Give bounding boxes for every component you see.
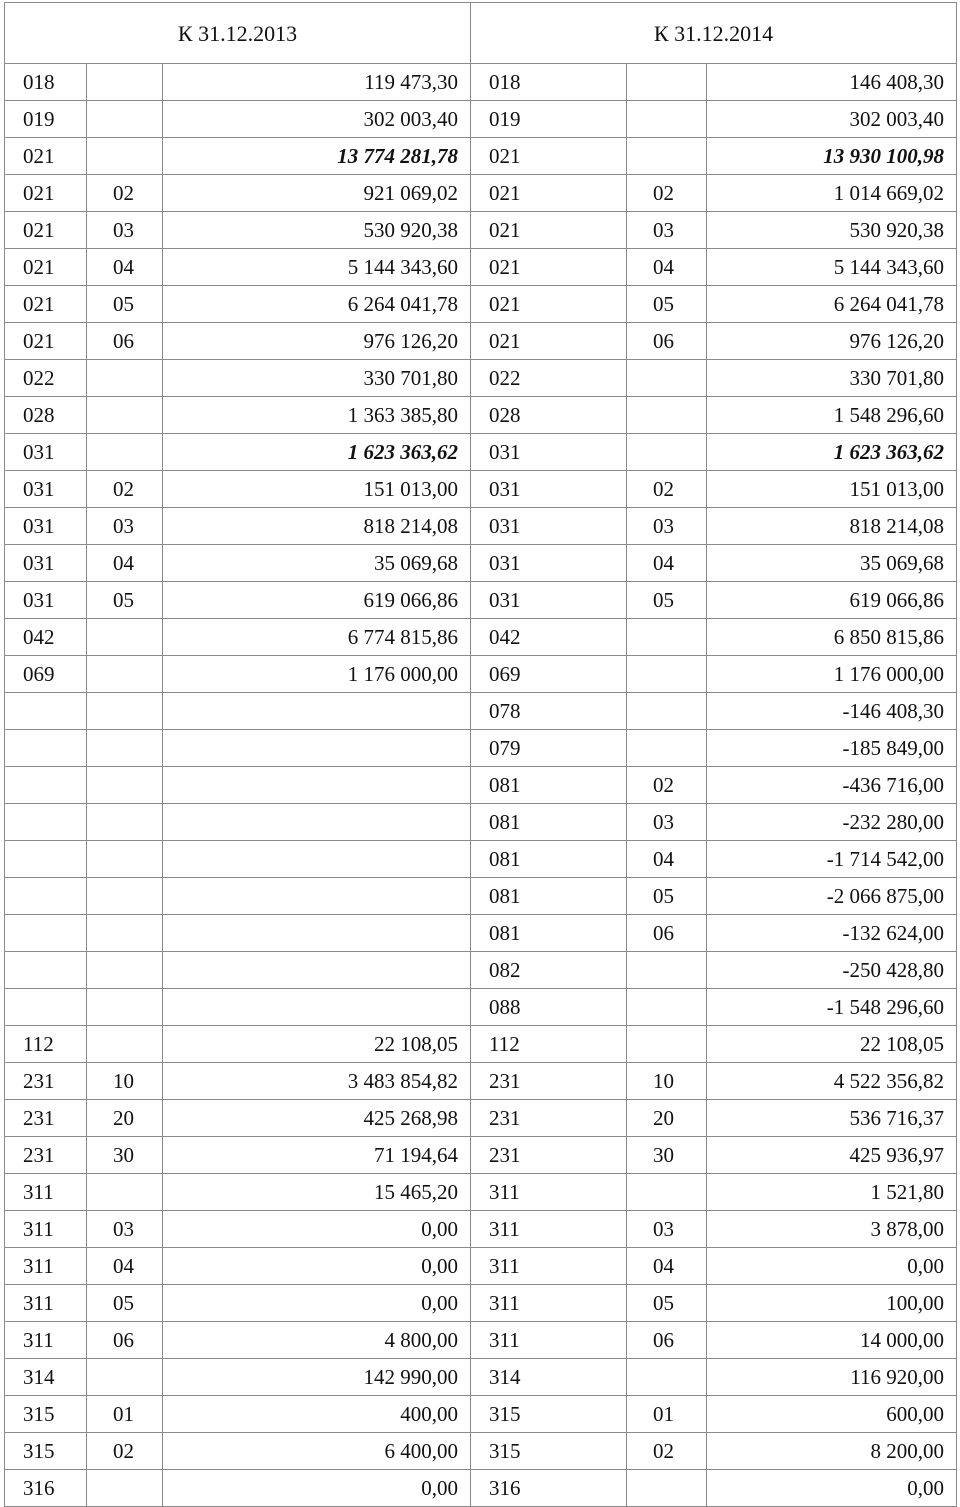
subaccount-2013: 02: [87, 175, 163, 212]
subaccount-2013: 01: [87, 1396, 163, 1433]
amount-2013: 400,00: [163, 1396, 471, 1433]
subaccount-2013: 04: [87, 545, 163, 582]
amount-2014: 0,00: [707, 1470, 957, 1507]
table-row: [5, 619, 957, 656]
account-code-2014: 069: [471, 656, 627, 693]
amount-2013: [163, 804, 471, 841]
amount-2014: 1 548 296,60: [707, 397, 957, 434]
subaccount-2014: 02: [627, 471, 707, 508]
amount-2014: 1 176 000,00: [707, 656, 957, 693]
account-code-2014: 316: [471, 1470, 627, 1507]
subaccount-2013: 03: [87, 508, 163, 545]
table-row: [5, 1396, 957, 1433]
header-2014: К 31.12.2014: [471, 3, 957, 64]
account-code-2013: 031: [5, 471, 87, 508]
account-code-2013: 031: [5, 545, 87, 582]
amount-2013: 6 774 815,86: [163, 619, 471, 656]
subaccount-2013: [87, 730, 163, 767]
table-row: [5, 841, 957, 878]
table-row: [5, 212, 957, 249]
subaccount-2013: [87, 952, 163, 989]
amount-2014: -232 280,00: [707, 804, 957, 841]
amount-2013: [163, 841, 471, 878]
table-row: [5, 64, 957, 101]
amount-2014: 100,00: [707, 1285, 957, 1322]
header-2013: К 31.12.2013: [5, 3, 471, 64]
accounts-table-body: [5, 3, 957, 1507]
subaccount-2013: 05: [87, 582, 163, 619]
amount-2014: 1 521,80: [707, 1174, 957, 1211]
subaccount-2014: 05: [627, 582, 707, 619]
account-code-2014: 079: [471, 730, 627, 767]
table-row: [5, 693, 957, 730]
amount-2013: 0,00: [163, 1211, 471, 1248]
table-row: [5, 915, 957, 952]
account-code-2014: 315: [471, 1433, 627, 1470]
amount-2014: 14 000,00: [707, 1322, 957, 1359]
subaccount-2013: [87, 138, 163, 175]
account-code-2014: 022: [471, 360, 627, 397]
subaccount-2013: 02: [87, 471, 163, 508]
account-code-2013: 231: [5, 1063, 87, 1100]
subaccount-2014: [627, 138, 707, 175]
account-code-2013: 314: [5, 1359, 87, 1396]
account-code-2013: 316: [5, 1470, 87, 1507]
table-row: [5, 1063, 957, 1100]
account-code-2013: 231: [5, 1100, 87, 1137]
subaccount-2014: 05: [627, 878, 707, 915]
subaccount-2013: 05: [87, 286, 163, 323]
account-code-2014: 315: [471, 1396, 627, 1433]
subaccount-2014: 03: [627, 508, 707, 545]
subaccount-2013: 06: [87, 1322, 163, 1359]
account-code-2013: [5, 730, 87, 767]
account-code-2013: 069: [5, 656, 87, 693]
account-code-2013: 112: [5, 1026, 87, 1063]
amount-2013: [163, 693, 471, 730]
amount-2013: 35 069,68: [163, 545, 471, 582]
table-row: [5, 471, 957, 508]
amount-2013: [163, 730, 471, 767]
account-code-2013: 021: [5, 323, 87, 360]
subaccount-2014: 06: [627, 1322, 707, 1359]
amount-2014: 1 014 669,02: [707, 175, 957, 212]
account-code-2013: 311: [5, 1211, 87, 1248]
account-code-2014: 311: [471, 1285, 627, 1322]
table-row: [5, 175, 957, 212]
amount-2013: [163, 878, 471, 915]
table-row: [5, 323, 957, 360]
amount-2013: 71 194,64: [163, 1137, 471, 1174]
subaccount-2014: [627, 397, 707, 434]
amount-2014: 151 013,00: [707, 471, 957, 508]
amount-2014: 3 878,00: [707, 1211, 957, 1248]
account-code-2014: 021: [471, 138, 627, 175]
account-code-2014: 021: [471, 323, 627, 360]
account-code-2014: 081: [471, 878, 627, 915]
account-code-2014: 021: [471, 249, 627, 286]
subaccount-2014: [627, 1026, 707, 1063]
subaccount-2013: [87, 434, 163, 471]
amount-2013: 6 400,00: [163, 1433, 471, 1470]
amount-2014: 330 701,80: [707, 360, 957, 397]
subaccount-2013: 04: [87, 1248, 163, 1285]
subaccount-2013: [87, 656, 163, 693]
account-code-2014: 311: [471, 1211, 627, 1248]
account-code-2014: 021: [471, 286, 627, 323]
subaccount-2014: 02: [627, 175, 707, 212]
amount-2014: -132 624,00: [707, 915, 957, 952]
account-code-2014: 231: [471, 1100, 627, 1137]
amount-2014: 302 003,40: [707, 101, 957, 138]
subaccount-2013: [87, 804, 163, 841]
account-code-2014: 018: [471, 64, 627, 101]
account-code-2014: 031: [471, 471, 627, 508]
account-code-2013: 021: [5, 175, 87, 212]
account-code-2013: 315: [5, 1396, 87, 1433]
account-code-2013: 019: [5, 101, 87, 138]
subaccount-2014: 04: [627, 249, 707, 286]
amount-2013: 0,00: [163, 1248, 471, 1285]
amount-2014: 530 920,38: [707, 212, 957, 249]
amount-2013: 15 465,20: [163, 1174, 471, 1211]
table-row: [5, 1248, 957, 1285]
account-code-2014: 042: [471, 619, 627, 656]
amount-2014: -1 714 542,00: [707, 841, 957, 878]
amount-2013: 1 176 000,00: [163, 656, 471, 693]
amount-2013: 142 990,00: [163, 1359, 471, 1396]
subaccount-2013: [87, 915, 163, 952]
amount-2013: 13 774 281,78: [163, 138, 471, 175]
account-code-2014: 112: [471, 1026, 627, 1063]
subaccount-2013: [87, 878, 163, 915]
table-row: [5, 730, 957, 767]
table-row: [5, 101, 957, 138]
amount-2013: [163, 952, 471, 989]
account-code-2014: 311: [471, 1248, 627, 1285]
subaccount-2014: 03: [627, 804, 707, 841]
account-code-2014: 021: [471, 212, 627, 249]
table-row: [5, 767, 957, 804]
account-code-2014: 082: [471, 952, 627, 989]
amount-2013: 119 473,30: [163, 64, 471, 101]
table-row: [5, 952, 957, 989]
account-code-2013: 021: [5, 249, 87, 286]
account-code-2013: 311: [5, 1174, 87, 1211]
account-code-2013: 031: [5, 582, 87, 619]
amount-2014: -185 849,00: [707, 730, 957, 767]
subaccount-2014: 04: [627, 1248, 707, 1285]
account-code-2013: 021: [5, 212, 87, 249]
account-code-2013: [5, 693, 87, 730]
amount-2014: 8 200,00: [707, 1433, 957, 1470]
subaccount-2013: 10: [87, 1063, 163, 1100]
subaccount-2013: [87, 1470, 163, 1507]
account-code-2013: 315: [5, 1433, 87, 1470]
subaccount-2014: [627, 101, 707, 138]
table-row: [5, 434, 957, 471]
subaccount-2013: 30: [87, 1137, 163, 1174]
amount-2014: 116 920,00: [707, 1359, 957, 1396]
account-code-2013: [5, 767, 87, 804]
amount-2014: 5 144 343,60: [707, 249, 957, 286]
subaccount-2014: 04: [627, 545, 707, 582]
amount-2014: 619 066,86: [707, 582, 957, 619]
balance-sheet: [4, 2, 956, 1507]
table-row: [5, 397, 957, 434]
table-row: [5, 656, 957, 693]
amount-2014: -146 408,30: [707, 693, 957, 730]
table-row: [5, 138, 957, 175]
table-row: [5, 1137, 957, 1174]
subaccount-2014: [627, 1470, 707, 1507]
amount-2014: 22 108,05: [707, 1026, 957, 1063]
amount-2013: 151 013,00: [163, 471, 471, 508]
amount-2013: 1 623 363,62: [163, 434, 471, 471]
amount-2013: 0,00: [163, 1285, 471, 1322]
account-code-2014: 081: [471, 915, 627, 952]
subaccount-2014: 10: [627, 1063, 707, 1100]
account-code-2014: 314: [471, 1359, 627, 1396]
amount-2013: 530 920,38: [163, 212, 471, 249]
table-row: [5, 1026, 957, 1063]
subaccount-2014: [627, 1359, 707, 1396]
subaccount-2014: [627, 64, 707, 101]
subaccount-2013: 20: [87, 1100, 163, 1137]
subaccount-2014: [627, 360, 707, 397]
table-row: [5, 1174, 957, 1211]
subaccount-2014: 01: [627, 1396, 707, 1433]
amount-2013: 3 483 854,82: [163, 1063, 471, 1100]
account-code-2014: 031: [471, 434, 627, 471]
account-code-2013: 022: [5, 360, 87, 397]
subaccount-2013: [87, 360, 163, 397]
amount-2013: [163, 989, 471, 1026]
subaccount-2013: 02: [87, 1433, 163, 1470]
subaccount-2014: [627, 619, 707, 656]
amount-2014: 1 623 363,62: [707, 434, 957, 471]
table-row: [5, 1470, 957, 1507]
amount-2014: 35 069,68: [707, 545, 957, 582]
account-code-2014: 081: [471, 841, 627, 878]
table-row: [5, 1100, 957, 1137]
account-code-2013: [5, 915, 87, 952]
amount-2014: -1 548 296,60: [707, 989, 957, 1026]
amount-2013: 818 214,08: [163, 508, 471, 545]
account-code-2014: 019: [471, 101, 627, 138]
account-code-2014: 081: [471, 767, 627, 804]
account-code-2013: 021: [5, 286, 87, 323]
table-row: [5, 1211, 957, 1248]
account-code-2014: 078: [471, 693, 627, 730]
subaccount-2013: 03: [87, 212, 163, 249]
amount-2013: 0,00: [163, 1470, 471, 1507]
account-code-2013: 042: [5, 619, 87, 656]
amount-2014: 146 408,30: [707, 64, 957, 101]
table-row: [5, 1322, 957, 1359]
amount-2014: 13 930 100,98: [707, 138, 957, 175]
account-code-2013: [5, 989, 87, 1026]
subaccount-2014: [627, 693, 707, 730]
subaccount-2014: [627, 952, 707, 989]
amount-2014: -2 066 875,00: [707, 878, 957, 915]
amount-2013: 425 268,98: [163, 1100, 471, 1137]
account-code-2014: 088: [471, 989, 627, 1026]
account-code-2013: 311: [5, 1285, 87, 1322]
subaccount-2013: 04: [87, 249, 163, 286]
subaccount-2014: [627, 434, 707, 471]
subaccount-2014: [627, 989, 707, 1026]
subaccount-2013: [87, 101, 163, 138]
account-code-2013: [5, 952, 87, 989]
account-code-2014: 231: [471, 1137, 627, 1174]
amount-2014: -250 428,80: [707, 952, 957, 989]
account-code-2014: 031: [471, 582, 627, 619]
amount-2014: 4 522 356,82: [707, 1063, 957, 1100]
account-code-2013: 231: [5, 1137, 87, 1174]
table-row: [5, 286, 957, 323]
account-code-2014: 028: [471, 397, 627, 434]
account-code-2013: 018: [5, 64, 87, 101]
subaccount-2013: [87, 841, 163, 878]
table-row: [5, 249, 957, 286]
account-code-2014: 231: [471, 1063, 627, 1100]
amount-2014: 600,00: [707, 1396, 957, 1433]
account-code-2013: 031: [5, 508, 87, 545]
subaccount-2014: 06: [627, 915, 707, 952]
table-row: [5, 508, 957, 545]
amount-2013: [163, 915, 471, 952]
table-row: [5, 878, 957, 915]
amount-2014: 425 936,97: [707, 1137, 957, 1174]
amount-2013: 22 108,05: [163, 1026, 471, 1063]
amount-2013: 5 144 343,60: [163, 249, 471, 286]
table-row: [5, 360, 957, 397]
amount-2014: 976 126,20: [707, 323, 957, 360]
subaccount-2013: [87, 989, 163, 1026]
amount-2014: 6 264 041,78: [707, 286, 957, 323]
subaccount-2013: [87, 1174, 163, 1211]
account-code-2014: 031: [471, 508, 627, 545]
subaccount-2013: [87, 1026, 163, 1063]
amount-2013: 976 126,20: [163, 323, 471, 360]
subaccount-2014: 05: [627, 286, 707, 323]
amount-2014: 818 214,08: [707, 508, 957, 545]
account-code-2013: [5, 841, 87, 878]
subaccount-2014: 03: [627, 1211, 707, 1248]
subaccount-2014: [627, 730, 707, 767]
subaccount-2013: [87, 619, 163, 656]
subaccount-2013: 05: [87, 1285, 163, 1322]
account-code-2013: 031: [5, 434, 87, 471]
account-code-2013: [5, 878, 87, 915]
account-code-2013: [5, 804, 87, 841]
amount-2013: 302 003,40: [163, 101, 471, 138]
subaccount-2013: [87, 64, 163, 101]
table-row: [5, 545, 957, 582]
account-code-2014: 031: [471, 545, 627, 582]
table-row: [5, 1433, 957, 1470]
amount-2013: 1 363 385,80: [163, 397, 471, 434]
subaccount-2013: [87, 767, 163, 804]
subaccount-2014: 06: [627, 323, 707, 360]
amount-2014: 6 850 815,86: [707, 619, 957, 656]
account-code-2013: 311: [5, 1248, 87, 1285]
subaccount-2014: 04: [627, 841, 707, 878]
subaccount-2013: [87, 1359, 163, 1396]
amount-2014: -436 716,00: [707, 767, 957, 804]
amount-2014: 536 716,37: [707, 1100, 957, 1137]
amount-2013: 4 800,00: [163, 1322, 471, 1359]
account-code-2014: 311: [471, 1174, 627, 1211]
subaccount-2014: [627, 656, 707, 693]
subaccount-2014: 02: [627, 767, 707, 804]
subaccount-2014: 20: [627, 1100, 707, 1137]
account-code-2013: 311: [5, 1322, 87, 1359]
subaccount-2013: [87, 693, 163, 730]
subaccount-2014: 05: [627, 1285, 707, 1322]
subaccount-2014: [627, 1174, 707, 1211]
subaccount-2014: 03: [627, 212, 707, 249]
account-code-2014: 081: [471, 804, 627, 841]
subaccount-2013: 03: [87, 1211, 163, 1248]
amount-2013: 921 069,02: [163, 175, 471, 212]
table-row: [5, 582, 957, 619]
account-code-2013: 028: [5, 397, 87, 434]
subaccount-2013: 06: [87, 323, 163, 360]
header-row: [5, 3, 957, 64]
account-code-2014: 311: [471, 1322, 627, 1359]
table-row: [5, 1359, 957, 1396]
amount-2013: 619 066,86: [163, 582, 471, 619]
table-row: [5, 1285, 957, 1322]
accounts-table: [4, 2, 957, 1507]
subaccount-2014: 02: [627, 1433, 707, 1470]
account-code-2014: 021: [471, 175, 627, 212]
subaccount-2013: [87, 397, 163, 434]
table-row: [5, 989, 957, 1026]
amount-2013: [163, 767, 471, 804]
account-code-2013: 021: [5, 138, 87, 175]
amount-2013: 330 701,80: [163, 360, 471, 397]
subaccount-2014: 30: [627, 1137, 707, 1174]
amount-2014: 0,00: [707, 1248, 957, 1285]
table-row: [5, 804, 957, 841]
amount-2013: 6 264 041,78: [163, 286, 471, 323]
